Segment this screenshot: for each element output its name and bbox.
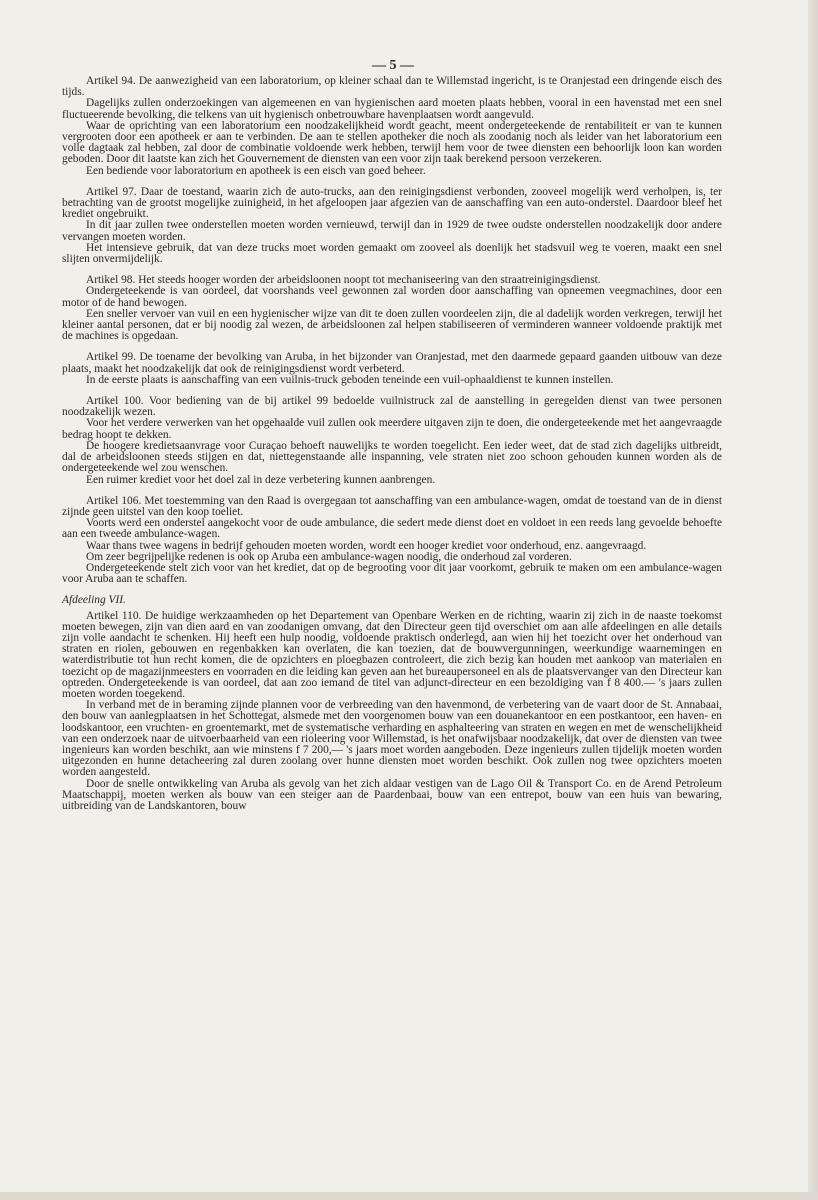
article-94 [62, 76, 722, 177]
paragraph: In dit jaar zullen twee onderstellen moeten worden vernieuwd, terwijl dan in 1929 de twee oudste onderstellen noodzakelijk door andere vervangen moeten worden. [62, 219, 722, 243]
article-99 [62, 352, 722, 386]
page-bottom-edge [0, 1192, 818, 1200]
paragraph: Voorts werd een onderstel aangekocht voor de oude ambulance, die sedert mede dienst doet en voldoet in een reeds lang gevoelde behoefte aan een tweede ambulance-wagen. [62, 517, 722, 541]
section-title: Afdeeling VII. [62, 594, 126, 607]
paragraph: Artikel 110. De huidige werkzaamheden op het Departement van Openbare Werken en de richting, waarin zij zich in de naaste toekomst moeten bewegen, zijn van dien aard en van zoodanigen omvang, dat den Directeur geen tijd overschiet om aan alle afdeelingen en alle details zijn volle aandacht te schenken. Hij heeft een hulp noodig, voldoende praktisch onderlegd, aan wien hij het toezicht over het onderhoud van straten en riolen, gebouwen en regenbakken kan overlaten, die kan toezien, dat de bouwvergunningen, weerkundige waarnemingen en waterdistributie tot hun recht komen, die de opzichters en ploegbazen controleert, die zich bezig kan houden met aankoop van materialen en toezicht op de magazijnmeesters en voorraden en die leiding kan geven aan het bureaupersoneel en als de plaatsvervanger van den Directeur kan optreden. Ondergeteekende is van oordeel, dat aan zoo iemand de titel van adjunct-directeur en een bezoldiging van f 8 400.— 's jaars zullen moeten worden toegekend. [62, 609, 722, 700]
paragraph: Artikel 99. De toename der bevolking van Aruba, in het bijzonder van Oranjestad, met den daarmede gepaard gaanden uitbouw van deze plaats, maakt het noodzakelijk dat ook de reinigingsdienst wordt verbeterd. [62, 351, 722, 375]
paragraph: Het intensieve gebruik, dat van deze trucks moet worden gemaakt om zooveel als doenlijk het stadsvuil weg te voeren, maakt een snel slijten onvermijdelijk. [62, 241, 722, 266]
paragraph: Een bediende voor laboratorium en apotheek is een eisch van goed beheer. [86, 164, 426, 177]
paragraph: De hoogere kredietsaanvrage voor Curaçao behoeft nauwelijks te worden toegelicht. Een ieder weet, dat de stad zich dagelijks uitbreidt, dal de arbeidsloonen steeds stijgen en dat, niettegenstaande alle inspanning, vele straten niet zoo schoon gehouden kunnen worden als de ondergeteekende wel zou wenschen. [62, 439, 722, 475]
paragraph: Artikel 94. De aanwezigheid van een laboratorium, op kleiner schaal dan te Willemstad ingericht, is te Oranjestad een dringende eisch des tijds. [62, 75, 722, 99]
paragraph: In de eerste plaats is aanschaffing van een vuilnis-truck geboden teneinde een vuil-ophaaldienst te kunnen instellen. [86, 373, 614, 386]
article-97 [62, 187, 722, 265]
paragraph: Voor het verdere verwerken van het opgehaalde vuil zullen ook meerdere uitgaven zijn te doen, die ondergeteekende met het aangevraagde bedrag hoopt te dekken. [62, 417, 722, 441]
paragraph: Artikel 98. Het steeds hooger worden der arbeidsloonen noopt tot mechaniseering van den straatreinigingsdienst. [86, 274, 601, 287]
paragraph: Waar de oprichting van een laboratorium een noodzakelijkheid wordt geacht, meent ondergeteekende de rentabiliteit er van te kunnen vergrooten door een apotheek er aan te verbinden. De aan te stellen apotheker die noch als zoodanig noch als leider van het laboratorium een volle dagtaak zal hebben, zal door de combinatie voldoende werk hebben, terwijl hem voor de twee diensten een behoorlijk loon kan worden geboden. Door dit laatste kan zich het Gouvernement de diensten van een voor zijn taak berekend persoon verzekeren. [62, 119, 722, 166]
page-number: — 5 — [372, 58, 414, 73]
paragraph: Artikel 97. Daar de toestand, waarin zich de auto-trucks, aan den reinigingsdienst verbonden, zooveel mogelijk werd verholpen, is, ter betrachting van de grootst mogelijke zuinigheid, in het afgeloopen jaar afgezien van de aanschaffing van een auto-onderstel. Daardoor bleef het krediet ongebruikt. [62, 185, 722, 221]
article-100 [62, 396, 722, 486]
page-edge-shadow [808, 0, 818, 1200]
paragraph: Een ruimer krediet voor het doel zal in deze verbetering kunnen aanbrengen. [86, 473, 436, 486]
paragraph: Waar thans twee wagens in bedrijf gehouden moeten worden, wordt een hooger krediet voor onderhoud, enz. aangevraagd. [86, 539, 647, 552]
article-98 [62, 275, 722, 342]
section-vii [62, 595, 722, 812]
page-body [62, 76, 722, 822]
article-106 [62, 496, 722, 586]
paragraph: Ondergeteekende is van oordeel, dat voorshands veel gewonnen zal worden door aanschaffing van opneemen veegmachines, door een motor of de hand bewogen. [62, 285, 722, 309]
paragraph: In verband met de in beraming zijnde plannen voor de verbreeding van den havenmond, de verbetering van de vaart door de St. Annabaai, den bouw van aanlegplaatsen in het Schottegat, alsmede met den voorgenomen bouw van een douanekantoor en een postkantoor, een haven- en loodskantoor, een vruchten- en groentemarkt, met de systematische verharding en asphalteering van straten en wegen en met de wenschelijkheid van een onderzoek naar de uitvoerbaarheid van een rioleering voor Willemstad, is het onafwijsbaar noodzakelijk, dat over de diensten van twee ingenieurs kan worden beschikt, aan wie minstens f 7 200,— 's jaars moet worden aangeboden. Deze ingenieurs zullen tijdelijk moeten worden uitgezonden en hunne detacheering zal duren zoolang over hunne diensten moet worden beschikt. Ook zullen nog twee opzichters moeten worden aangesteld. [62, 699, 722, 779]
paragraph: Een sneller vervoer van vuil en een hygienischer wijze van dit te doen zullen voordeelen zijn, die al dadelijk worden verkregen, terwijl het kleiner aantal personen, dat er bij noodig zal wezen, de arbeidsloonen zal helpen stabiliseeren of verminderen wanneer voldoende praktijk met de machines is opgedaan. [62, 307, 722, 343]
paragraph: Om zeer begrijpelijke redenen is ook op Aruba een ambulance-wagen noodig, die onderhoud zal vorderen. [86, 550, 572, 563]
paragraph: Artikel 106. Met toestemming van den Raad is overgegaan tot aanschaffing van een ambulance-wagen, omdat de toestand van de in dienst zijnde geen uitstel van den koop toeliet. [62, 494, 722, 518]
paragraph: Dagelijks zullen onderzoekingen van algemeenen en van hygienischen aard moeten plaats hebben, vooral in een havenstad met een snel fluctueerende bevolking, die telkens van uit hygienisch onbetrouwbare havenplaatsen wordt aangevuld. [62, 97, 722, 121]
paragraph: Artikel 100. Voor bediening van de bij artikel 99 bedoelde vuilnistruck zal de aanstelling in geregelden dienst van twee personen noodzakelijk wezen. [62, 395, 722, 419]
paragraph: Door de snelle ontwikkeling van Aruba als gevolg van het zich aldaar vestigen van de Lago Oil & Transport Co. en de Arend Petroleum Maatschappij, moeten werken als bouw van een steiger aan de Paardenbaai, bouw van een entrepot, bouw van een huis van bewaring, uitbreiding van de Landskantoren, bouw [62, 777, 722, 812]
paragraph: Ondergeteekende stelt zich voor van het krediet, dat op de begrooting voor dit jaar voorkomt, gebruik te maken om een ambulance-wagen voor Aruba aan te schaffen. [62, 561, 722, 586]
